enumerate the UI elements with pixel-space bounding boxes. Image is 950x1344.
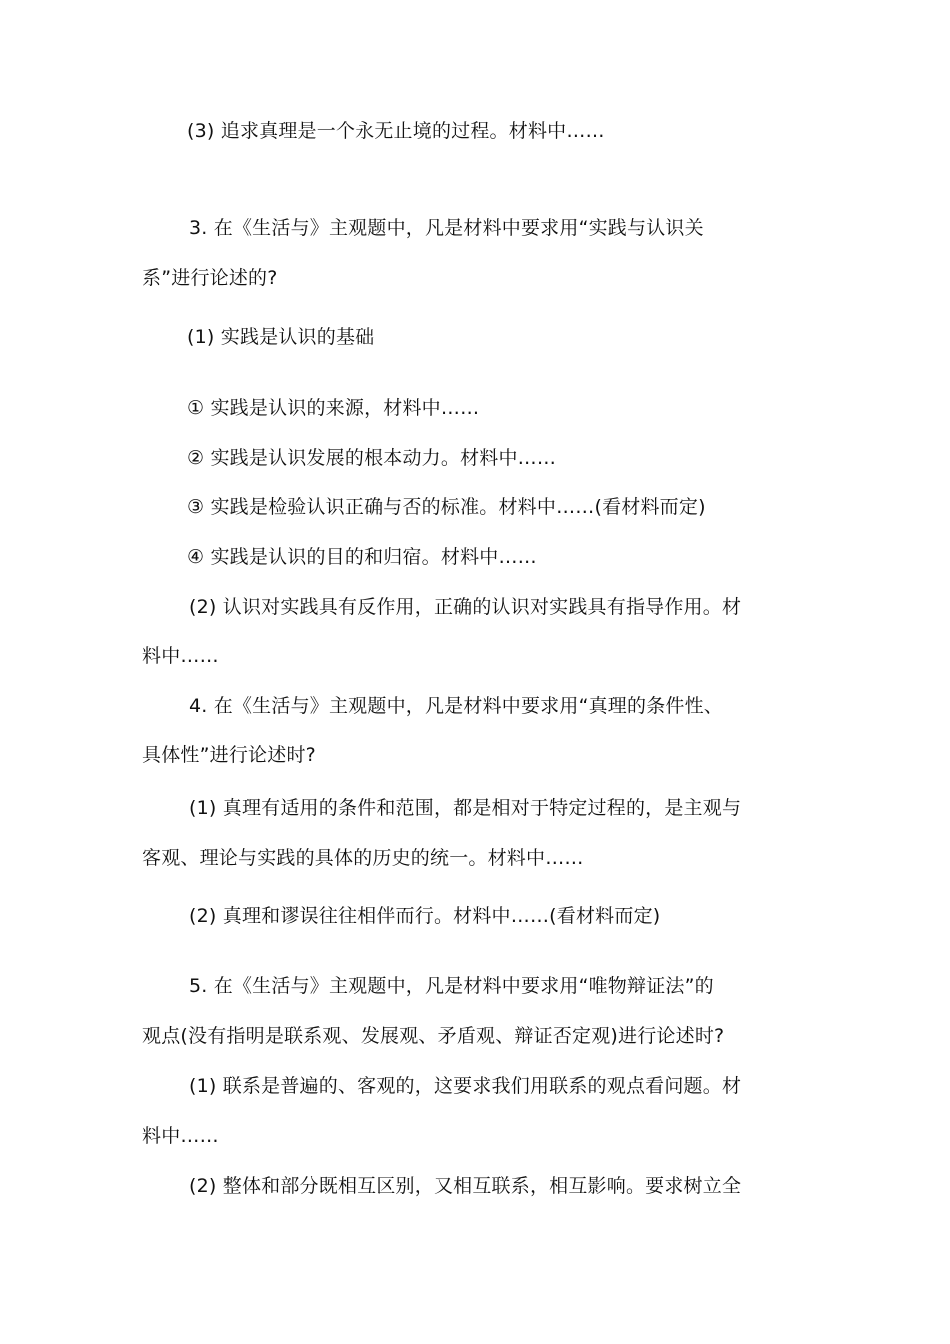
text-line: (2) 认识对实践具有反作用，正确的认识对实践具有指导作用。材 — [189, 596, 742, 618]
text-line: (1) 真理有适用的条件和范围，都是相对于特定过程的，是主观与 — [189, 797, 742, 819]
text-line: 5. 在《生活与》主观题中，凡是材料中要求用“唯物辩证法”的 — [189, 975, 714, 997]
text-line: (1) 联系是普遍的、客观的，这要求我们用联系的观点看问题。材 — [189, 1075, 742, 1097]
text-line: ② 实践是认识发展的根本动力。材料中…… — [187, 447, 557, 469]
text-line: (3) 追求真理是一个永无止境的过程。材料中…… — [187, 120, 605, 142]
text-line: 料中…… — [142, 1125, 219, 1147]
text-line: 3. 在《生活与》主观题中，凡是材料中要求用“实践与认识关 — [189, 217, 704, 239]
text-line: (1) 实践是认识的基础 — [187, 326, 375, 348]
text-line: ① 实践是认识的来源，材料中…… — [187, 397, 480, 419]
text-line: 4. 在《生活与》主观题中，凡是材料中要求用“真理的条件性、 — [189, 695, 724, 717]
text-line: 客观、理论与实践的具体的历史的统一。材料中…… — [142, 847, 584, 869]
text-line: (2) 真理和谬误往往相伴而行。材料中……(看材料而定) — [189, 905, 661, 927]
text-line: ③ 实践是检验认识正确与否的标准。材料中……(看材料而定) — [187, 496, 706, 518]
text-line: 料中…… — [142, 645, 219, 667]
text-line: 系”进行论述的? — [142, 267, 278, 289]
text-line: 观点(没有指明是联系观、发展观、矛盾观、辩证否定观)进行论述时? — [142, 1025, 725, 1047]
text-line: ④ 实践是认识的目的和归宿。材料中…… — [187, 546, 537, 568]
text-line: 具体性”进行论述时? — [142, 744, 316, 766]
text-line: (2) 整体和部分既相互区别，又相互联系，相互影响。要求树立全 — [189, 1175, 742, 1197]
